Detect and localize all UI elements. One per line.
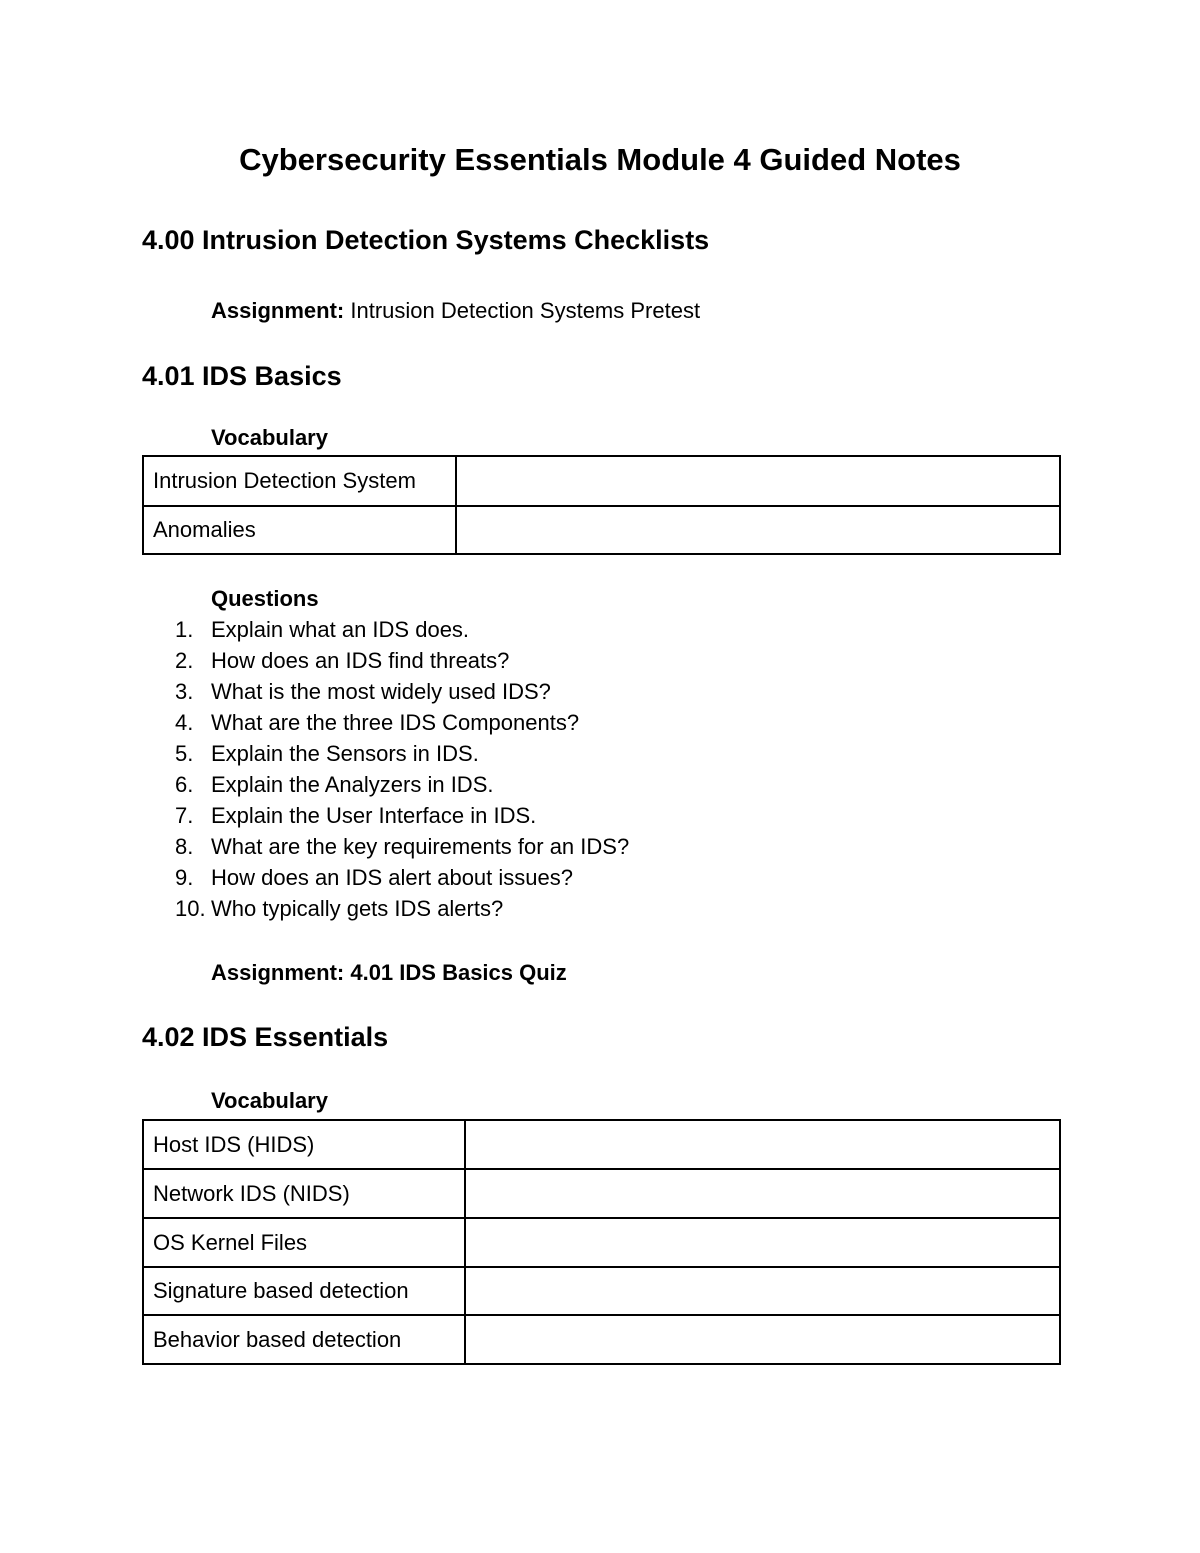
question-text: Who typically gets IDS alerts? [211, 896, 504, 921]
vocabulary-label-4-01: Vocabulary [211, 425, 328, 450]
section-heading-4-00: 4.00 Intrusion Detection Systems Checklists [142, 225, 710, 255]
question-text: Explain the Analyzers in IDS. [211, 772, 494, 797]
question-text: Explain what an IDS does. [211, 617, 470, 642]
question-text: What is the most widely used IDS? [211, 679, 551, 704]
question-text: Explain the User Interface in IDS. [211, 803, 537, 828]
vocabulary-table-4-02 [142, 1119, 1061, 1365]
question-number: 7. [175, 803, 194, 828]
question-item [142, 740, 629, 771]
question-item [142, 895, 629, 926]
vocab-definition-cell[interactable] [465, 1169, 1060, 1218]
vocab-term: Behavior based detection [143, 1315, 465, 1364]
vocab-row [143, 1169, 1060, 1218]
vocab-row [143, 1120, 1060, 1169]
vocab-row [143, 506, 1060, 554]
vocab-row [143, 1218, 1060, 1267]
question-text: Explain the Sensors in IDS. [211, 741, 479, 766]
question-text: What are the key requirements for an IDS? [211, 834, 630, 859]
vocab-term: Anomalies [143, 506, 456, 554]
vocab-term: Intrusion Detection System [143, 456, 456, 506]
vocab-definition-cell[interactable] [465, 1315, 1060, 1364]
question-item [142, 802, 629, 833]
vocab-row [143, 1315, 1060, 1364]
vocab-definition-cell[interactable] [456, 506, 1060, 554]
question-number: 5. [175, 741, 194, 766]
question-number: 2. [175, 648, 194, 673]
vocabulary-table-4-01 [142, 455, 1061, 555]
vocab-term: Signature based detection [143, 1267, 465, 1315]
assignment-pretest-text: Intrusion Detection Systems Pretest [344, 298, 701, 323]
question-item [142, 864, 629, 895]
vocab-term: Host IDS (HIDS) [143, 1120, 465, 1169]
vocab-term: OS Kernel Files [143, 1218, 465, 1267]
question-item [142, 647, 629, 678]
question-number: 4. [175, 710, 194, 735]
vocab-row [143, 1267, 1060, 1315]
vocabulary-label-4-02: Vocabulary [211, 1088, 328, 1113]
question-item [142, 771, 629, 802]
question-text: How does an IDS alert about issues? [211, 865, 573, 890]
question-number: 6. [175, 772, 194, 797]
question-text: How does an IDS find threats? [211, 648, 510, 673]
section-heading-4-02: 4.02 IDS Essentials [142, 1022, 389, 1052]
question-item [142, 616, 629, 647]
question-text: What are the three IDS Components? [211, 710, 580, 735]
question-number: 1. [175, 617, 194, 642]
questions-label: Questions [211, 586, 319, 611]
assignment-quiz: Assignment: 4.01 IDS Basics Quiz [211, 960, 567, 985]
vocab-definition-cell[interactable] [465, 1267, 1060, 1315]
question-item [142, 678, 629, 709]
vocab-row [143, 456, 1060, 506]
question-item [142, 709, 629, 740]
vocab-definition-cell[interactable] [465, 1120, 1060, 1169]
vocab-term: Network IDS (NIDS) [143, 1169, 465, 1218]
document-title: Cybersecurity Essentials Module 4 Guided Notes [239, 142, 961, 177]
question-number: 8. [175, 834, 194, 859]
question-item [142, 833, 629, 864]
vocab-definition-cell[interactable] [465, 1218, 1060, 1267]
questions-list [142, 616, 629, 926]
question-number: 9. [175, 865, 194, 890]
question-number: 10. [175, 896, 206, 921]
vocab-definition-cell[interactable] [456, 456, 1060, 506]
assignment-label: Assignment: [211, 298, 345, 323]
assignment-pretest [211, 297, 700, 325]
question-number: 3. [175, 679, 194, 704]
section-heading-4-01: 4.01 IDS Basics [142, 361, 342, 391]
